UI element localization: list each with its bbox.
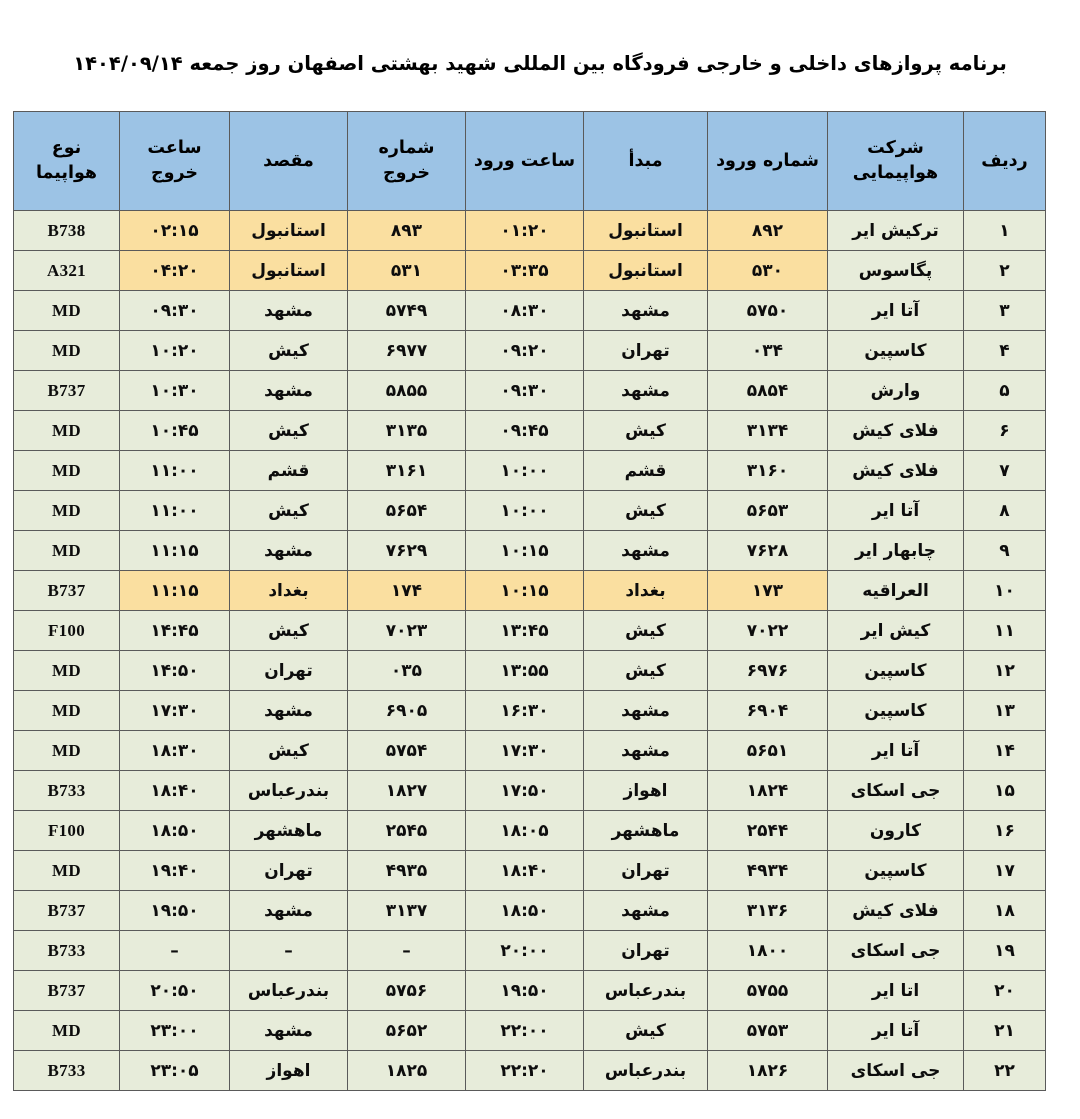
cell-radif: ۳ — [964, 291, 1046, 331]
cell-airline: جی اسکای — [828, 771, 964, 811]
cell-dest: – — [230, 931, 348, 971]
table-row — [14, 891, 1046, 931]
cell-airline: کاسپین — [828, 851, 964, 891]
cell-ac_type: B733 — [14, 931, 120, 971]
cell-ac_type: B737 — [14, 571, 120, 611]
cell-origin: قشم — [584, 451, 708, 491]
cell-radif: ۶ — [964, 411, 1046, 451]
cell-radif: ۱۷ — [964, 851, 1046, 891]
cell-radif: ۱۶ — [964, 811, 1046, 851]
cell-ac_type: MD — [14, 331, 120, 371]
table-row — [14, 731, 1046, 771]
cell-dest: کیش — [230, 411, 348, 451]
page-title: برنامه پروازهای داخلی و خارجی فرودگاه بین المللی شهید بهشتی اصفهان روز جمعه ۱۴۰۴/۰۹/۱۴ — [73, 52, 1007, 75]
cell-arr_time: ۱۰:۱۵ — [466, 531, 584, 571]
cell-dep_no: ۳۱۳۷ — [348, 891, 466, 931]
cell-origin: کیش — [584, 651, 708, 691]
cell-origin: بندرعباس — [584, 1051, 708, 1091]
cell-ac_type: B738 — [14, 211, 120, 251]
cell-origin: مشهد — [584, 371, 708, 411]
cell-arr_time: ۰۹:۴۵ — [466, 411, 584, 451]
table-row — [14, 971, 1046, 1011]
cell-ac_type: B737 — [14, 891, 120, 931]
cell-radif: ۱۴ — [964, 731, 1046, 771]
column-header-arr_time — [466, 112, 584, 211]
cell-airline: چابهار ایر — [828, 531, 964, 571]
cell-arr_time: ۱۸:۰۵ — [466, 811, 584, 851]
cell-origin: مشهد — [584, 891, 708, 931]
cell-ac_type: B737 — [14, 971, 120, 1011]
cell-arr_time: ۰۳:۳۵ — [466, 251, 584, 291]
cell-dest: بندرعباس — [230, 971, 348, 1011]
cell-airline: آتا ایر — [828, 291, 964, 331]
cell-dep_time: – — [120, 931, 230, 971]
cell-arr_time: ۱۶:۳۰ — [466, 691, 584, 731]
cell-origin: استانبول — [584, 211, 708, 251]
column-header-ac_type — [14, 112, 120, 211]
cell-airline: کیش ایر — [828, 611, 964, 651]
table-row — [14, 451, 1046, 491]
cell-airline: ترکیش ایر — [828, 211, 964, 251]
cell-dep_time: ۱۰:۳۰ — [120, 371, 230, 411]
cell-dest: بندرعباس — [230, 771, 348, 811]
cell-dep_no: ۳۱۶۱ — [348, 451, 466, 491]
column-header-line: ساعت ورود — [473, 150, 576, 171]
table-row — [14, 531, 1046, 571]
cell-origin: مشهد — [584, 691, 708, 731]
cell-origin: بندرعباس — [584, 971, 708, 1011]
cell-dest: استانبول — [230, 211, 348, 251]
cell-arr_no: ۳۱۳۴ — [708, 411, 828, 451]
table-row — [14, 491, 1046, 531]
cell-dest: کیش — [230, 731, 348, 771]
cell-arr_time: ۱۷:۵۰ — [466, 771, 584, 811]
table-row — [14, 771, 1046, 811]
cell-origin: کیش — [584, 1011, 708, 1051]
table-row — [14, 1051, 1046, 1091]
cell-dep_time: ۱۷:۳۰ — [120, 691, 230, 731]
cell-dest: کیش — [230, 491, 348, 531]
column-header-line: ساعت — [147, 138, 202, 159]
cell-origin: تهران — [584, 931, 708, 971]
cell-origin: مشهد — [584, 731, 708, 771]
cell-arr_time: ۱۹:۵۰ — [466, 971, 584, 1011]
cell-ac_type: MD — [14, 1011, 120, 1051]
cell-dep_no: ۰۳۵ — [348, 651, 466, 691]
cell-airline: آتا ایر — [828, 731, 964, 771]
column-header-line: مبدأ — [628, 150, 663, 171]
cell-origin: بغداد — [584, 571, 708, 611]
cell-dep_time: ۱۱:۰۰ — [120, 491, 230, 531]
cell-ac_type: MD — [14, 731, 120, 771]
cell-dep_no: ۲۵۴۵ — [348, 811, 466, 851]
cell-arr_no: ۳۱۶۰ — [708, 451, 828, 491]
column-header-line: شرکت — [867, 138, 924, 159]
cell-dep_time: ۱۸:۵۰ — [120, 811, 230, 851]
column-header-airline — [828, 112, 964, 211]
cell-dep_no: ۵۶۵۴ — [348, 491, 466, 531]
cell-ac_type: B733 — [14, 771, 120, 811]
cell-arr_no: ۵۳۰ — [708, 251, 828, 291]
cell-dest: مشهد — [230, 291, 348, 331]
column-header-dep_time — [120, 112, 230, 211]
cell-airline: جی اسکای — [828, 1051, 964, 1091]
cell-arr_time: ۱۸:۵۰ — [466, 891, 584, 931]
column-header-line: مقصد — [263, 150, 314, 171]
cell-origin: مشهد — [584, 531, 708, 571]
cell-arr_time: ۱۳:۴۵ — [466, 611, 584, 651]
cell-arr_no: ۵۷۵۵ — [708, 971, 828, 1011]
cell-dest: استانبول — [230, 251, 348, 291]
cell-arr_time: ۰۹:۲۰ — [466, 331, 584, 371]
cell-arr_no: ۰۳۴ — [708, 331, 828, 371]
cell-arr_no: ۷۶۲۸ — [708, 531, 828, 571]
table-row — [14, 331, 1046, 371]
cell-dest: مشهد — [230, 891, 348, 931]
cell-airline: فلای کیش — [828, 891, 964, 931]
cell-dep_time: ۱۹:۴۰ — [120, 851, 230, 891]
column-header-line: خروج — [383, 163, 430, 184]
cell-radif: ۲۰ — [964, 971, 1046, 1011]
cell-radif: ۱۲ — [964, 651, 1046, 691]
cell-dest: کیش — [230, 611, 348, 651]
cell-arr_no: ۷۰۲۲ — [708, 611, 828, 651]
cell-arr_time: ۱۸:۴۰ — [466, 851, 584, 891]
cell-arr_no: ۵۷۵۰ — [708, 291, 828, 331]
cell-arr_time: ۰۹:۳۰ — [466, 371, 584, 411]
cell-dest: ماهشهر — [230, 811, 348, 851]
header-row — [14, 112, 1046, 211]
column-header-arr_no — [708, 112, 828, 211]
cell-origin: مشهد — [584, 291, 708, 331]
cell-dep_no: ۷۶۲۹ — [348, 531, 466, 571]
cell-radif: ۱ — [964, 211, 1046, 251]
cell-arr_time: ۱۳:۵۵ — [466, 651, 584, 691]
cell-airline: فلای کیش — [828, 411, 964, 451]
cell-dep_no: ۵۷۵۶ — [348, 971, 466, 1011]
table-row — [14, 411, 1046, 451]
table-row — [14, 571, 1046, 611]
cell-dest: مشهد — [230, 1011, 348, 1051]
column-header-radif — [964, 112, 1046, 211]
cell-radif: ۵ — [964, 371, 1046, 411]
cell-arr_no: ۲۵۴۴ — [708, 811, 828, 851]
column-header-line: شماره ورود — [716, 150, 819, 171]
cell-radif: ۲۱ — [964, 1011, 1046, 1051]
cell-arr_no: ۱۸۲۴ — [708, 771, 828, 811]
cell-dep_time: ۱۰:۴۵ — [120, 411, 230, 451]
cell-airline: وارش — [828, 371, 964, 411]
cell-arr_no: ۱۸۰۰ — [708, 931, 828, 971]
cell-dep_no: ۵۸۵۵ — [348, 371, 466, 411]
cell-arr_no: ۵۶۵۱ — [708, 731, 828, 771]
cell-dest: کیش — [230, 331, 348, 371]
cell-arr_time: ۱۰:۱۵ — [466, 571, 584, 611]
cell-radif: ۱۰ — [964, 571, 1046, 611]
cell-origin: تهران — [584, 851, 708, 891]
cell-ac_type: MD — [14, 491, 120, 531]
column-header-origin — [584, 112, 708, 211]
cell-radif: ۱۳ — [964, 691, 1046, 731]
cell-airline: کارون — [828, 811, 964, 851]
cell-radif: ۹ — [964, 531, 1046, 571]
cell-origin: ماهشهر — [584, 811, 708, 851]
cell-dep_time: ۰۹:۳۰ — [120, 291, 230, 331]
cell-origin: کیش — [584, 611, 708, 651]
schedule-table-container — [34, 111, 1046, 1091]
cell-dep_time: ۱۱:۱۵ — [120, 571, 230, 611]
cell-dep_time: ۲۰:۵۰ — [120, 971, 230, 1011]
column-header-line: شماره — [378, 138, 435, 159]
table-row — [14, 1011, 1046, 1051]
cell-arr_no: ۳۱۳۶ — [708, 891, 828, 931]
cell-airline: آتا ایر — [828, 491, 964, 531]
cell-dep_no: – — [348, 931, 466, 971]
cell-arr_no: ۵۷۵۳ — [708, 1011, 828, 1051]
cell-airline: کاسپین — [828, 691, 964, 731]
cell-arr_time: ۲۲:۰۰ — [466, 1011, 584, 1051]
cell-arr_no: ۵۶۵۳ — [708, 491, 828, 531]
cell-dep_time: ۲۳:۰۰ — [120, 1011, 230, 1051]
cell-origin: تهران — [584, 331, 708, 371]
table-row — [14, 651, 1046, 691]
table-row — [14, 291, 1046, 331]
cell-arr_no: ۶۹۰۴ — [708, 691, 828, 731]
cell-dest: بغداد — [230, 571, 348, 611]
cell-radif: ۱۱ — [964, 611, 1046, 651]
cell-dep_no: ۴۹۳۵ — [348, 851, 466, 891]
table-row — [14, 811, 1046, 851]
column-header-line: نوع — [51, 138, 82, 159]
table-row — [14, 371, 1046, 411]
cell-radif: ۱۸ — [964, 891, 1046, 931]
cell-airline: آتا ایر — [828, 1011, 964, 1051]
cell-ac_type: MD — [14, 451, 120, 491]
cell-dep_time: ۱۰:۲۰ — [120, 331, 230, 371]
cell-dest: مشهد — [230, 371, 348, 411]
cell-dep_time: ۱۴:۵۰ — [120, 651, 230, 691]
cell-arr_time: ۱۰:۰۰ — [466, 491, 584, 531]
cell-ac_type: F100 — [14, 611, 120, 651]
table-row — [14, 611, 1046, 651]
cell-ac_type: MD — [14, 291, 120, 331]
cell-arr_time: ۰۱:۲۰ — [466, 211, 584, 251]
table-body — [14, 211, 1046, 1091]
cell-dep_time: ۱۱:۰۰ — [120, 451, 230, 491]
cell-dep_no: ۳۱۳۵ — [348, 411, 466, 451]
cell-origin: کیش — [584, 491, 708, 531]
cell-dep_no: ۶۹۷۷ — [348, 331, 466, 371]
cell-origin: کیش — [584, 411, 708, 451]
cell-radif: ۱۹ — [964, 931, 1046, 971]
cell-arr_time: ۲۰:۰۰ — [466, 931, 584, 971]
cell-radif: ۴ — [964, 331, 1046, 371]
cell-radif: ۱۵ — [964, 771, 1046, 811]
cell-arr_time: ۲۲:۲۰ — [466, 1051, 584, 1091]
cell-ac_type: B733 — [14, 1051, 120, 1091]
cell-airline: جی اسکای — [828, 931, 964, 971]
cell-arr_no: ۵۸۵۴ — [708, 371, 828, 411]
cell-arr_no: ۴۹۳۴ — [708, 851, 828, 891]
column-header-line: هواپیما — [35, 163, 98, 184]
cell-dep_no: ۸۹۳ — [348, 211, 466, 251]
column-header-line: هواپیمایی — [852, 163, 939, 184]
cell-dep_no: ۱۸۲۷ — [348, 771, 466, 811]
table-row — [14, 251, 1046, 291]
cell-dep_time: ۱۹:۵۰ — [120, 891, 230, 931]
cell-arr_time: ۰۸:۳۰ — [466, 291, 584, 331]
column-header-dest — [230, 112, 348, 211]
table-header — [14, 112, 1046, 211]
cell-dest: اهواز — [230, 1051, 348, 1091]
cell-ac_type: MD — [14, 691, 120, 731]
cell-origin: اهواز — [584, 771, 708, 811]
flight-schedule-table — [13, 111, 1046, 1091]
column-header-line: خروج — [151, 163, 198, 184]
cell-radif: ۲ — [964, 251, 1046, 291]
cell-radif: ۷ — [964, 451, 1046, 491]
cell-radif: ۸ — [964, 491, 1046, 531]
cell-ac_type: B737 — [14, 371, 120, 411]
cell-origin: استانبول — [584, 251, 708, 291]
cell-dep_no: ۵۷۵۴ — [348, 731, 466, 771]
cell-ac_type: F100 — [14, 811, 120, 851]
cell-airline: کاسپین — [828, 331, 964, 371]
cell-dep_no: ۵۶۵۲ — [348, 1011, 466, 1051]
cell-airline: کاسپین — [828, 651, 964, 691]
cell-ac_type: MD — [14, 651, 120, 691]
cell-dest: تهران — [230, 651, 348, 691]
cell-arr_no: ۸۹۲ — [708, 211, 828, 251]
cell-dep_time: ۲۳:۰۵ — [120, 1051, 230, 1091]
cell-dep_no: ۵۳۱ — [348, 251, 466, 291]
cell-ac_type: MD — [14, 851, 120, 891]
cell-dep_time: ۱۸:۳۰ — [120, 731, 230, 771]
cell-radif: ۲۲ — [964, 1051, 1046, 1091]
cell-dep_no: ۶۹۰۵ — [348, 691, 466, 731]
cell-dep_no: ۱۷۴ — [348, 571, 466, 611]
cell-dep_time: ۱۸:۴۰ — [120, 771, 230, 811]
cell-dep_time: ۱۱:۱۵ — [120, 531, 230, 571]
cell-dest: مشهد — [230, 531, 348, 571]
cell-airline: اتا ایر — [828, 971, 964, 1011]
cell-arr_time: ۱۰:۰۰ — [466, 451, 584, 491]
cell-ac_type: MD — [14, 411, 120, 451]
column-header-dep_no — [348, 112, 466, 211]
cell-dep_time: ۱۴:۴۵ — [120, 611, 230, 651]
table-row — [14, 211, 1046, 251]
cell-ac_type: A321 — [14, 251, 120, 291]
table-row — [14, 691, 1046, 731]
cell-dep_no: ۷۰۲۳ — [348, 611, 466, 651]
column-header-line: ردیف — [981, 150, 1028, 171]
cell-ac_type: MD — [14, 531, 120, 571]
cell-dep_no: ۱۸۲۵ — [348, 1051, 466, 1091]
table-row — [14, 931, 1046, 971]
cell-airline: پگاسوس — [828, 251, 964, 291]
cell-arr_no: ۱۸۲۶ — [708, 1051, 828, 1091]
cell-dep_no: ۵۷۴۹ — [348, 291, 466, 331]
cell-arr_time: ۱۷:۳۰ — [466, 731, 584, 771]
cell-dep_time: ۰۲:۱۵ — [120, 211, 230, 251]
cell-dep_time: ۰۴:۲۰ — [120, 251, 230, 291]
cell-arr_no: ۶۹۷۶ — [708, 651, 828, 691]
cell-airline: العراقیه — [828, 571, 964, 611]
cell-airline: فلای کیش — [828, 451, 964, 491]
cell-dest: قشم — [230, 451, 348, 491]
table-row — [14, 851, 1046, 891]
cell-dest: مشهد — [230, 691, 348, 731]
cell-dest: تهران — [230, 851, 348, 891]
cell-arr_no: ۱۷۳ — [708, 571, 828, 611]
